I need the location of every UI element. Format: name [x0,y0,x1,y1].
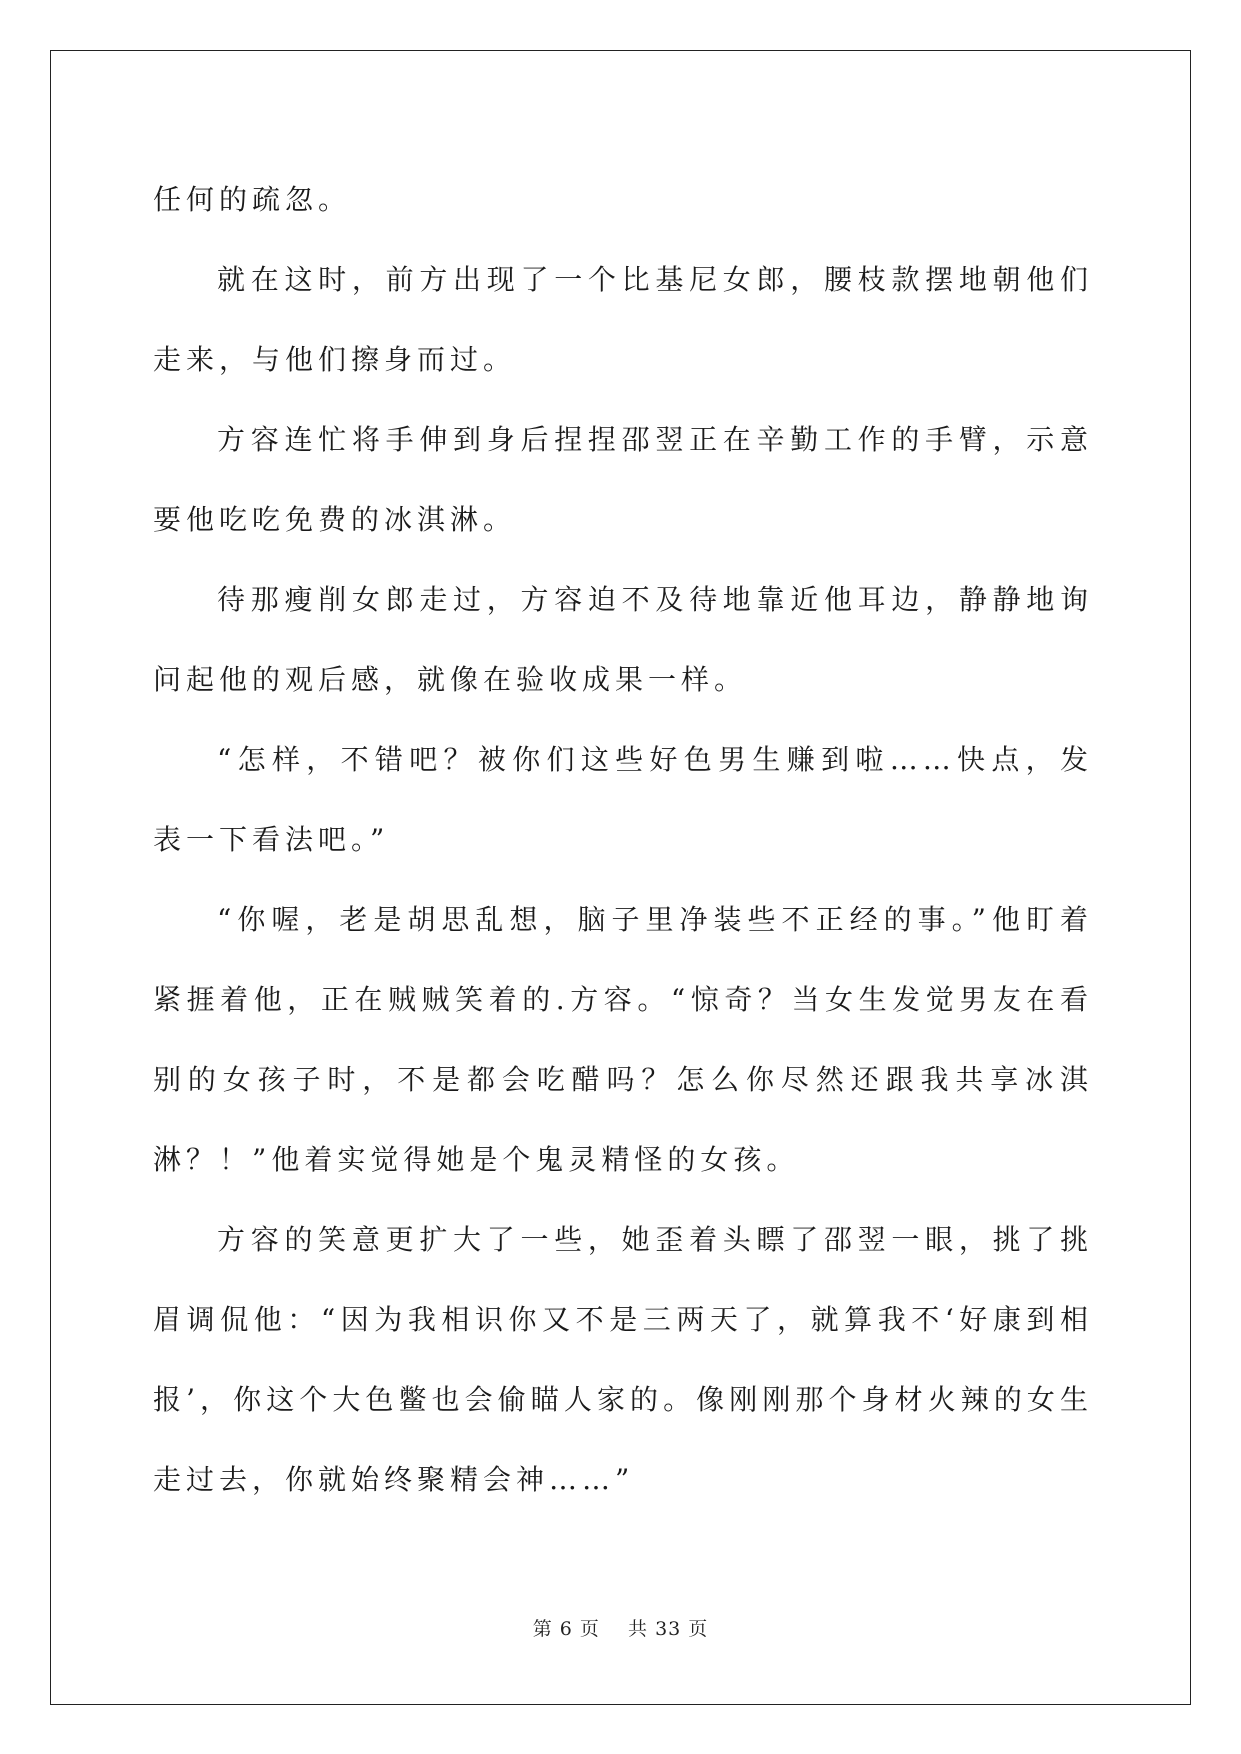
paragraph: 方容连忙将手伸到身后捏捏邵翌正在辛勤工作的手臂，示意要他吃吃免费的冰淇淋。 [153,423,1093,536]
paragraph: 就在这时，前方出现了一个比基尼女郎，腰枝款摆地朝他们走来，与他们擦身而过。 [153,263,1093,376]
page-total: 共 33 页 [628,1618,709,1640]
paragraph: 待那瘦削女郎走过，方容迫不及待地靠近他耳边，静静地询问起他的观后感，就像在验收成果一样。 [153,583,1093,696]
document-body [153,160,1093,1520]
paragraph: “你喔，老是胡思乱想，脑子里净装些不正经的事。”他盯着紧捱着他，正在贼贼笑着的.方容。“惊奇？当女生发觉男友在看别的女孩子时，不是都会吃醋吗？怎么你尽然还跟我共享冰淇淋？！”他着实觉得她是个鬼灵精怪的女孩。 [153,903,1093,1176]
paragraph: “怎样，不错吧？被你们这些好色男生赚到啦……快点，发表一下看法吧。” [153,743,1093,856]
page-footer [0,1614,1241,1641]
paragraph: 任何的疏忽。 [153,183,352,216]
paragraph: 方容的笑意更扩大了一些，她歪着头瞟了邵翌一眼，挑了挑眉调侃他：“因为我相识你又不是三两天了，就算我不‘好康到相报’，你这个大色鳖也会偷瞄人家的。像刚刚那个身材火辣的女生走过去，你就始终聚精会神……” [153,1223,1093,1496]
page-number: 第 6 页 [532,1618,600,1640]
footer-spacer [600,1618,628,1640]
